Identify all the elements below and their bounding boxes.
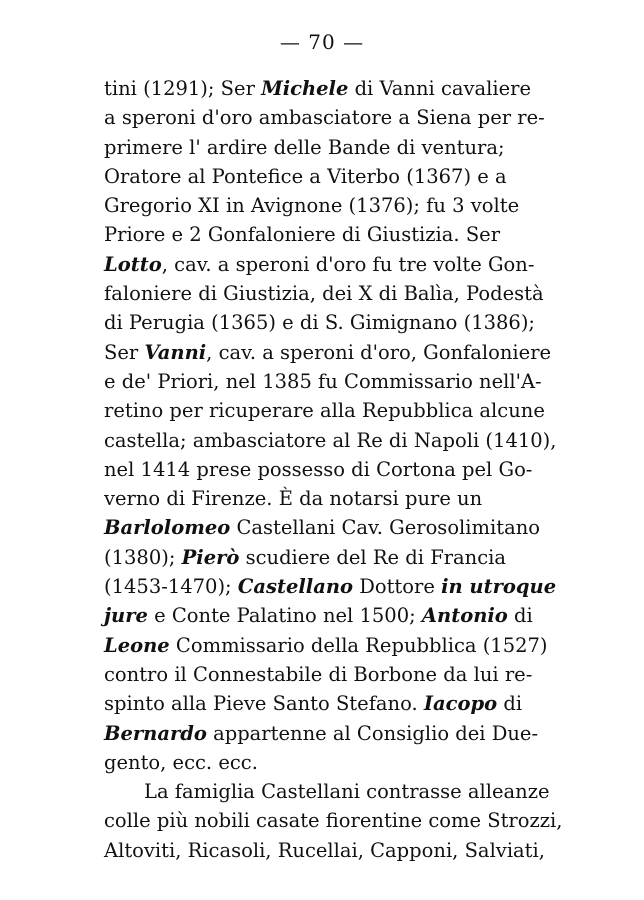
text-line	[104, 513, 544, 542]
text-line	[104, 279, 544, 308]
text-line	[104, 426, 557, 455]
text-line	[104, 484, 544, 513]
text-line	[104, 103, 544, 132]
line-text: Ser	[104, 340, 145, 364]
line-text: di Perugia (1365) e di S. Gimignano (1386);	[104, 311, 535, 335]
text-line	[104, 133, 544, 162]
line-text: Commissario della Repubblica (1527)	[169, 633, 548, 657]
text-line	[104, 396, 544, 425]
text-line	[104, 631, 548, 660]
name-leone: Leone	[104, 633, 170, 657]
name-piero: Pierò	[181, 545, 240, 569]
text-line	[104, 660, 544, 689]
text-line	[104, 250, 544, 279]
line-text: Dottore	[353, 575, 442, 599]
line-text: e de' Priori, nel 1385 fu Commissario nell'A-	[104, 369, 542, 393]
line-text: (1380);	[104, 545, 182, 569]
text-line	[104, 543, 544, 572]
line-text: spinto alla Pieve Santo Stefano.	[104, 692, 424, 716]
line-text: e Conte Palatino nel 1500;	[147, 604, 422, 628]
line-text: a speroni d'oro ambasciatore a Siena per re-	[104, 106, 545, 130]
text-line	[104, 74, 544, 103]
line-text: castella; ambasciatore al Re di Napoli (1410),	[104, 428, 557, 452]
line-text: gento, ecc. ecc.	[104, 750, 258, 774]
text-line	[104, 191, 544, 220]
text-line	[104, 367, 544, 396]
line-text: di	[507, 604, 533, 628]
line-text: , cav. a speroni d'oro, Gonfaloniere	[206, 340, 552, 364]
line-text: verno di Firenze. È da notarsi pure un	[104, 487, 483, 511]
name-lotto: Lotto	[104, 252, 162, 276]
line-text: Altoviti, Ricasoli, Rucellai, Capponi, Salviati,	[104, 838, 545, 862]
name-michele: Michele	[261, 77, 349, 100]
line-text: Priore e 2 Gonfaloniere di Giustizia. Ser	[104, 223, 501, 247]
body-text	[104, 74, 563, 865]
line-text: (1453-1470);	[104, 575, 238, 599]
name-bernardo: Bernardo	[104, 721, 207, 745]
name-vanni: Vanni	[144, 340, 207, 364]
text-line	[104, 220, 544, 249]
line-text: Gregorio XI in Avignone (1376); fu 3 volte	[104, 194, 520, 218]
text-line	[104, 719, 544, 748]
line-text: scudiere del Re di Francia	[239, 545, 507, 569]
line-text: primere l' ardire delle Bande di ventura;	[104, 135, 505, 159]
line-text: Castellani Cav. Gerosolimitano	[230, 516, 541, 540]
name-iacopo: Iacopo	[423, 692, 498, 716]
line-text: nel 1414 prese possesso di Cortona pel Go-	[104, 457, 533, 481]
line-text: di	[497, 692, 523, 716]
text-line	[104, 455, 544, 484]
text-line	[104, 836, 544, 865]
text-line	[104, 308, 544, 337]
text-line	[104, 689, 544, 718]
name-bartolomeo: Barlolomeo	[104, 516, 231, 540]
line-text: La famiglia Castellani contrasse alleanze	[144, 780, 550, 804]
line-text: appartenne al Consiglio dei Due-	[206, 721, 539, 745]
text-line	[104, 806, 563, 835]
line-text: contro il Connestabile di Borbone da lui re-	[104, 662, 533, 686]
name-antonio: Antonio	[421, 604, 508, 628]
line-text: , cav. a speroni d'oro fu tre volte Gon-	[161, 252, 535, 276]
name-castellano: Castellano	[237, 575, 354, 599]
paragraph-start-line	[104, 777, 550, 806]
text-line	[104, 572, 557, 601]
phrase-in-utroque: in utroque	[441, 575, 557, 599]
text-line	[104, 748, 544, 777]
word-jure: jure	[104, 604, 148, 628]
page-number: — 70 —	[279, 30, 365, 54]
line-text: faloniere di Giustizia, dei X di Balìa, Podestà	[104, 282, 544, 306]
line-text: tini (1291); Ser	[104, 77, 262, 100]
text-line	[104, 162, 544, 191]
line-text: colle più nobili casate fiorentine come Strozzi,	[104, 809, 563, 833]
text-line	[104, 601, 544, 630]
line-text: Oratore al Pontefice a Viterbo (1367) e a	[104, 164, 507, 188]
line-text: di Vanni cavaliere	[348, 77, 532, 100]
line-text: retino per ricuperare alla Repubblica alcune	[104, 399, 545, 423]
text-line	[104, 338, 552, 367]
